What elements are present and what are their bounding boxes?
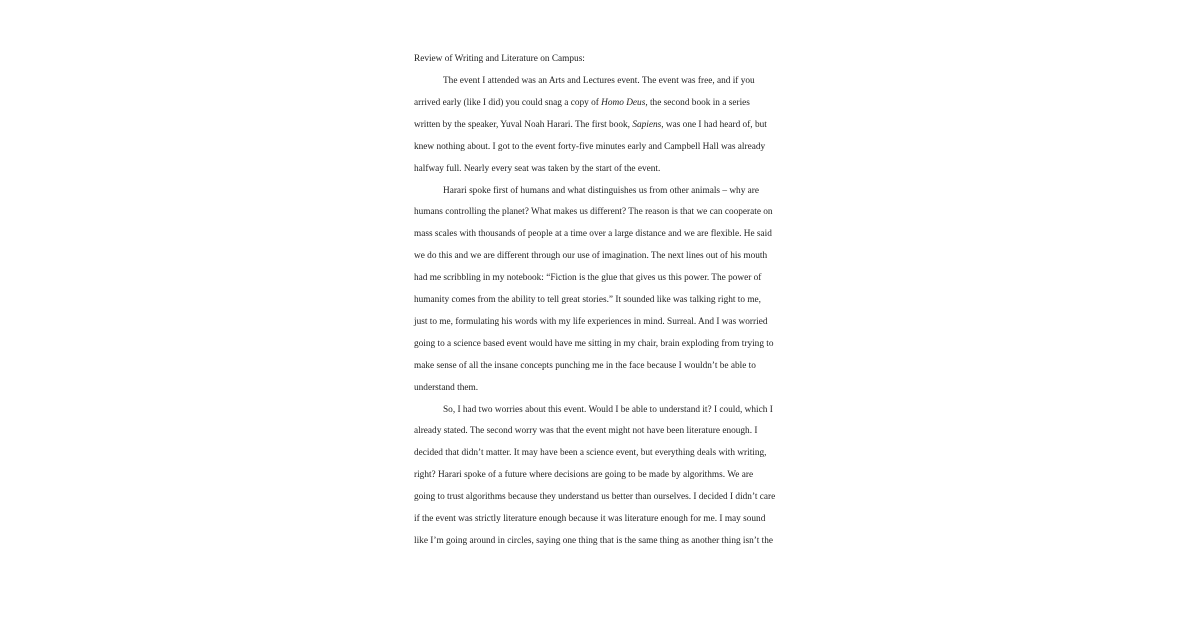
body-text-line: humans controlling the planet? What makes us different? The reason is that we can cooperate on <box>414 207 773 218</box>
body-text-line: understand them. <box>414 382 479 393</box>
body-text-line: like I’m going around in circles, saying one thing that is the same thing as another thing isn’t the <box>414 535 773 546</box>
text-segment: , was one I had heard of, but <box>661 119 767 130</box>
text-segment: , the second book in a series <box>645 97 750 108</box>
body-text-line: going to trust algorithms because they understand us better than ourselves. I decided I didn’t care <box>414 492 776 503</box>
body-text-line: mass scales with thousands of people at a time over a large distance and we are flexible. He said <box>414 229 772 240</box>
body-text-line: The event I attended was an Arts and Lectures event. The event was free, and if you <box>443 76 755 86</box>
body-text-line: right? Harari spoke of a future where decisions are going to be made by algorithms. We are <box>414 470 754 481</box>
body-text-line: going to a science based event would have me sitting in my chair, brain exploding from trying to <box>414 338 774 349</box>
body-text-line: So, I had two worries about this event. Would I be able to understand it? I could, which I <box>443 404 773 415</box>
body-text-line <box>414 119 767 131</box>
body-text-line: make sense of all the insane concepts punching me in the face because I wouldn’t be able to <box>414 360 756 371</box>
book-title: Homo Deus <box>601 97 646 108</box>
body-text-line: halfway full. Nearly every seat was taken by the start of the event. <box>414 163 661 174</box>
text-segment: arrived early (like I did) you could snag a copy of <box>414 97 602 108</box>
body-text-line: already stated. The second worry was that the event might not have been literature enough. I <box>414 426 758 437</box>
body-text-line: had me scribbling in my notebook: “Fiction is the glue that gives us this power. The power of <box>414 273 762 284</box>
body-text-line <box>414 97 750 109</box>
body-text-line: decided that didn’t matter. It may have been a science event, but everything deals with writing, <box>414 448 767 459</box>
body-text-line: knew nothing about. I got to the event forty-five minutes early and Campbell Hall was already <box>414 141 766 152</box>
body-text-line: just to me, formulating his words with my life experiences in mind. Surreal. And I was worried <box>414 316 768 327</box>
essay-heading: Review of Writing and Literature on Campus: <box>414 54 585 64</box>
text-segment: written by the speaker, Yuval Noah Harari. The first book, <box>414 119 633 130</box>
body-text-line: we do this and we are different through our use of imagination. The next lines out of his mouth <box>414 251 768 262</box>
body-text-line: Harari spoke first of humans and what distinguishes us from other animals – why are <box>443 185 760 196</box>
book-title: Sapiens <box>632 119 662 130</box>
body-text-line: if the event was strictly literature enough because it was literature enough for me. I may sound <box>414 514 766 524</box>
body-text-line: humanity comes from the ability to tell great stories.” It sounded like was talking right to me, <box>414 295 762 305</box>
